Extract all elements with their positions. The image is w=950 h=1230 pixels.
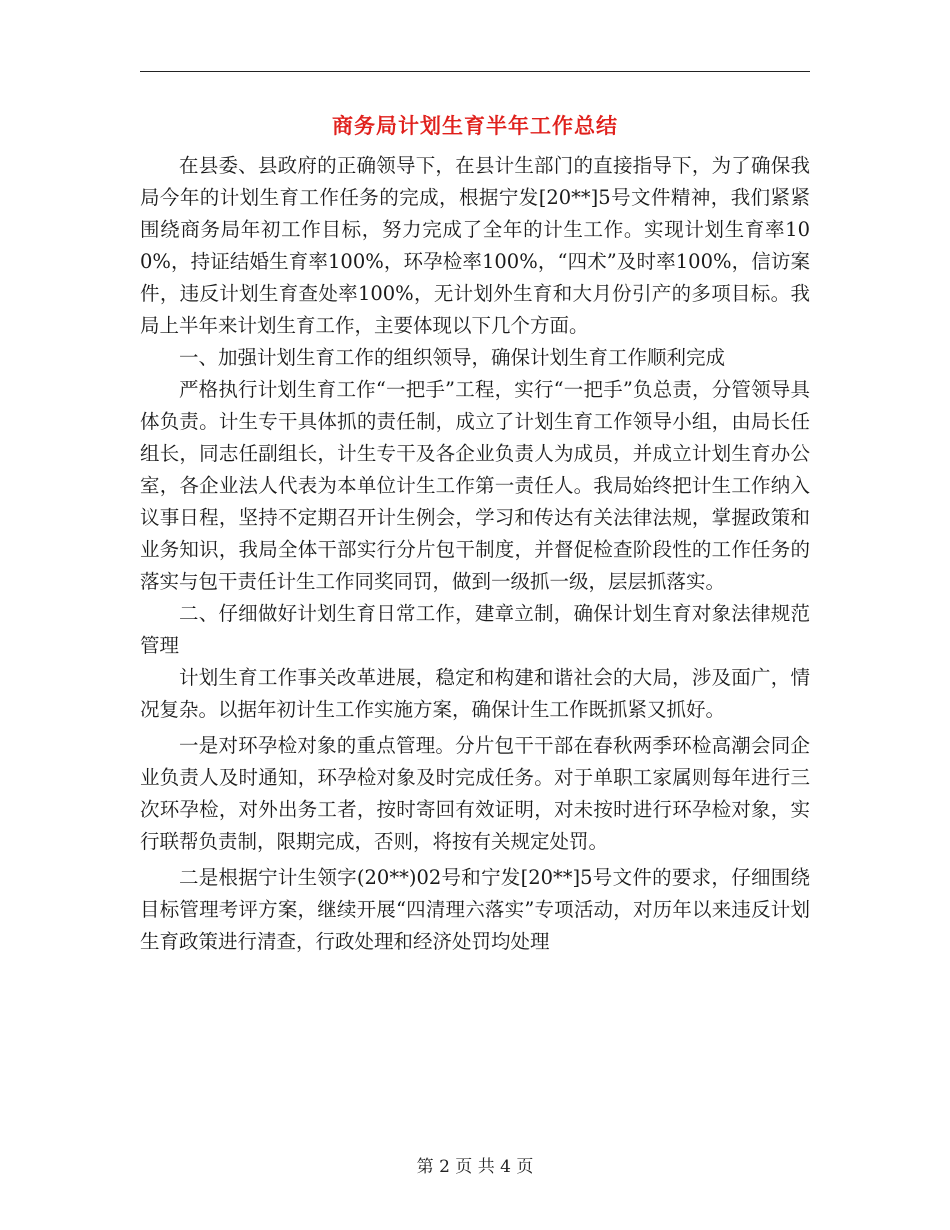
document-title: 商务局计划生育半年工作总结 <box>332 113 618 138</box>
section-heading-2: 二、仔细做好计划生育日常工作，建章立制，确保计划生育对象法律规范管理 <box>140 602 810 657</box>
section-heading-1: 一、加强计划生育工作的组织领导，确保计划生育工作顺利完成 <box>179 346 726 369</box>
document-body <box>140 150 810 958</box>
header-rule <box>140 71 810 72</box>
paragraph-section-1: 严格执行计划生育工作“一把手”工程，实行“一把手”负总责，分管领导具体负责。计生专干具体抓的责任制，成立了计划生育工作领导小组，由局长任组长，同志任副组长，计生专干及各企业负责人为成员，并成立计划生育办公室，各企业法人代表为本单位计生工作第一责任人。我局始终把计生工作纳入议事日程，坚持不定期召开计生例会，学习和传达有关法律法规，掌握政策和业务知识，我局全体干部实行分片包干制度，并督促检查阶段性的工作任务的落实与包干责任计生工作同奖同罚，做到一级抓一级，层层抓落实。 <box>140 378 810 593</box>
page-number: 第 2 页 共 4 页 <box>416 1157 534 1177</box>
paragraph-item-2: 二是根据宁计生领字(20**)02号和宁发[20**]5号文件的要求，仔细围绕目标管理考评方案，继续开展“四清理六落实”专项活动，对历年以来违反计划生育政策进行清查，行政处理和经济处罚均处理 <box>140 866 810 953</box>
paragraph-intro: 在县委、县政府的正确领导下，在县计生部门的直接指导下，为了确保我局今年的计划生育工作任务的完成，根据宁发[20**]5号文件精神，我们紧紧围绕商务局年初工作目标，努力完成了全年的计生工作。实现计划生育率100%，持证结婚生育率100%，环孕检率100%，“四术”及时率100%，信访案件，违反计划生育查处率100%，无计划外生育和大月份引产的多项目标。我局上半年来计划生育工作，主要体现以下几个方面。 <box>140 154 810 337</box>
paragraph-section-2: 计划生育工作事关改革进展，稳定和构建和谐社会的大局，涉及面广，情况复杂。以据年初计生工作实施方案，确保计生工作既抓紧又抓好。 <box>140 666 810 721</box>
paragraph-item-1: 一是对环孕检对象的重点管理。分片包干干部在春秋两季环检高潮会同企业负责人及时通知，环孕检对象及时完成任务。对于单职工家属则每年进行三次环孕检，对外出务工者，按时寄回有效证明，对未按时进行环孕检对象，实行联帮负责制，限期完成，否则，将按有关规定处罚。 <box>140 734 810 853</box>
